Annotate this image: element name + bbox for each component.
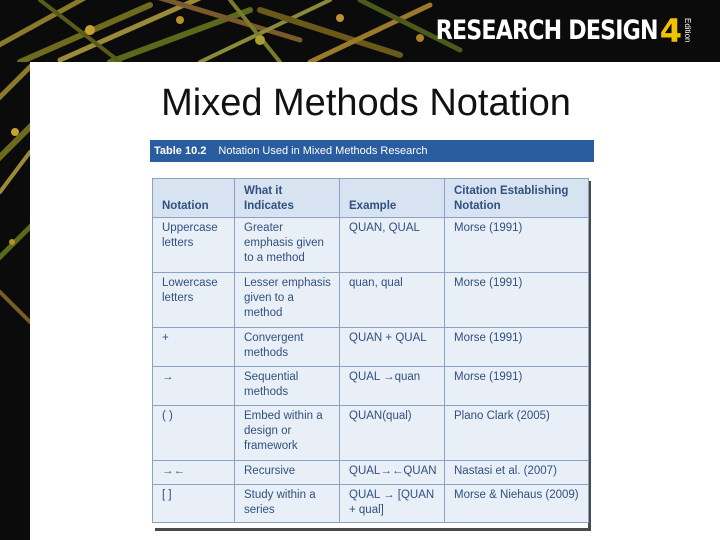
table-cell: [ ] bbox=[153, 485, 235, 523]
table-cell: QUAN(qual) bbox=[340, 406, 445, 461]
table-cell: Lowercase letters bbox=[153, 273, 235, 328]
column-header: Notation bbox=[153, 179, 235, 218]
table-frame bbox=[152, 178, 588, 528]
table-cell: quan, qual bbox=[340, 273, 445, 328]
header-banner bbox=[0, 0, 720, 62]
table-cell: Uppercase letters bbox=[153, 218, 235, 273]
table-row bbox=[153, 461, 589, 485]
table-header-row bbox=[153, 179, 589, 218]
table-cell: Morse (1991) bbox=[445, 328, 589, 367]
table-row bbox=[153, 485, 589, 523]
table-cell: Morse (1991) bbox=[445, 218, 589, 273]
brand-logo bbox=[387, 14, 692, 50]
column-header: Example bbox=[340, 179, 445, 218]
table-cell: Convergent methods bbox=[235, 328, 340, 367]
table-cell: Embed within a design or framework bbox=[235, 406, 340, 461]
table-cell: Nastasi et al. (2007) bbox=[445, 461, 589, 485]
table-cell: Plano Clark (2005) bbox=[445, 406, 589, 461]
table-caption-text: Notation Used in Mixed Methods Research bbox=[218, 145, 428, 157]
table-cell: Greater emphasis given to a method bbox=[235, 218, 340, 273]
table-cell: ( ) bbox=[153, 406, 235, 461]
table-number: Table 10.2 bbox=[154, 145, 207, 157]
table-cell: Morse (1991) bbox=[445, 273, 589, 328]
slide-title: Mixed Methods Notation bbox=[161, 82, 571, 124]
table-cell: QUAL→←QUAN bbox=[340, 461, 445, 485]
left-decorative-strip bbox=[0, 62, 30, 540]
table-cell: + bbox=[153, 328, 235, 367]
table-row bbox=[153, 328, 589, 367]
table-cell: Morse & Niehaus (2009) bbox=[445, 485, 589, 523]
brand-edition-number: 4 bbox=[659, 12, 682, 50]
column-header: What it Indicates bbox=[235, 179, 340, 218]
table-row bbox=[153, 273, 589, 328]
table-cell: QUAN + QUAL bbox=[340, 328, 445, 367]
brand-title: RESEARCH DESIGN bbox=[435, 15, 658, 46]
decorative-sticks-side bbox=[0, 62, 30, 540]
table-cell: Sequential methods bbox=[235, 367, 340, 406]
table-cell: QUAN, QUAL bbox=[340, 218, 445, 273]
table-cell: Morse (1991) bbox=[445, 367, 589, 406]
table-cell: →← bbox=[153, 461, 235, 485]
brand-edition-word: Edition bbox=[683, 18, 692, 43]
table-figure bbox=[150, 140, 595, 532]
table-cell: Lesser emphasis given to a method bbox=[235, 273, 340, 328]
table-row bbox=[153, 218, 589, 273]
notation-table bbox=[152, 178, 589, 523]
table-cell: QUAL → [QUAN + qual] bbox=[340, 485, 445, 523]
table-cell: QUAL →quan bbox=[340, 367, 445, 406]
table-cell: Recursive bbox=[235, 461, 340, 485]
table-caption bbox=[150, 140, 594, 162]
table-cell: → bbox=[153, 367, 235, 406]
table-row bbox=[153, 367, 589, 406]
table-cell: Study within a series bbox=[235, 485, 340, 523]
table-row bbox=[153, 406, 589, 461]
column-header: Citation Establishing Notation bbox=[445, 179, 589, 218]
